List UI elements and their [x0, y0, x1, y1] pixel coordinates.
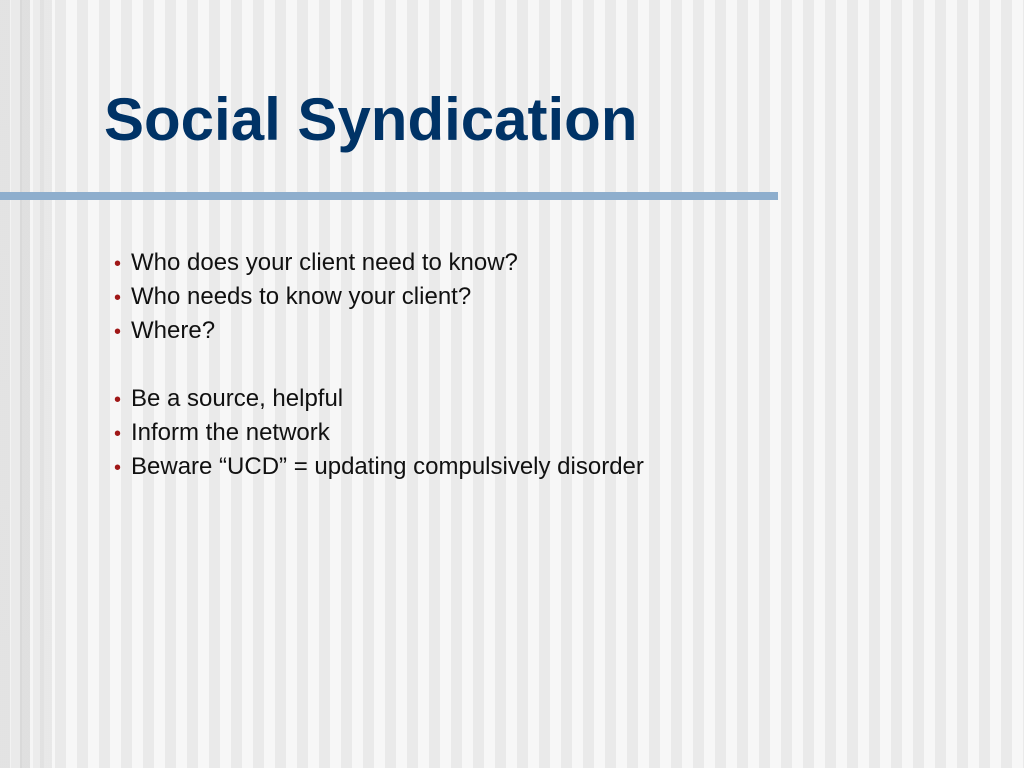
bullet-item	[114, 450, 644, 484]
bullet-text: Beware “UCD” = updating compulsively disorder	[131, 453, 644, 480]
bullet-item	[114, 416, 644, 450]
bullet-text: Who needs to know your client?	[131, 283, 472, 310]
bullet-item	[114, 314, 644, 348]
bullet-dot-icon: •	[114, 457, 122, 479]
bullet-text: Where?	[131, 317, 216, 344]
bullet-item	[114, 280, 644, 314]
bullet-dot-icon: •	[114, 253, 122, 275]
bullet-dot-icon: •	[114, 423, 122, 445]
bullet-dot-icon: •	[114, 287, 122, 309]
bullet-dot-icon: •	[114, 321, 122, 343]
bullet-dot-icon: •	[114, 389, 122, 411]
title-divider	[0, 192, 778, 200]
bullet-text: Be a source, helpful	[131, 385, 344, 412]
bullet-list	[114, 246, 644, 484]
bullet-item	[114, 382, 644, 416]
bullet-text: Inform the network	[131, 419, 330, 446]
slide-title: Social Syndication	[104, 86, 638, 153]
bullet-text: Who does your client need to know?	[131, 249, 518, 276]
bullet-item	[114, 246, 644, 280]
